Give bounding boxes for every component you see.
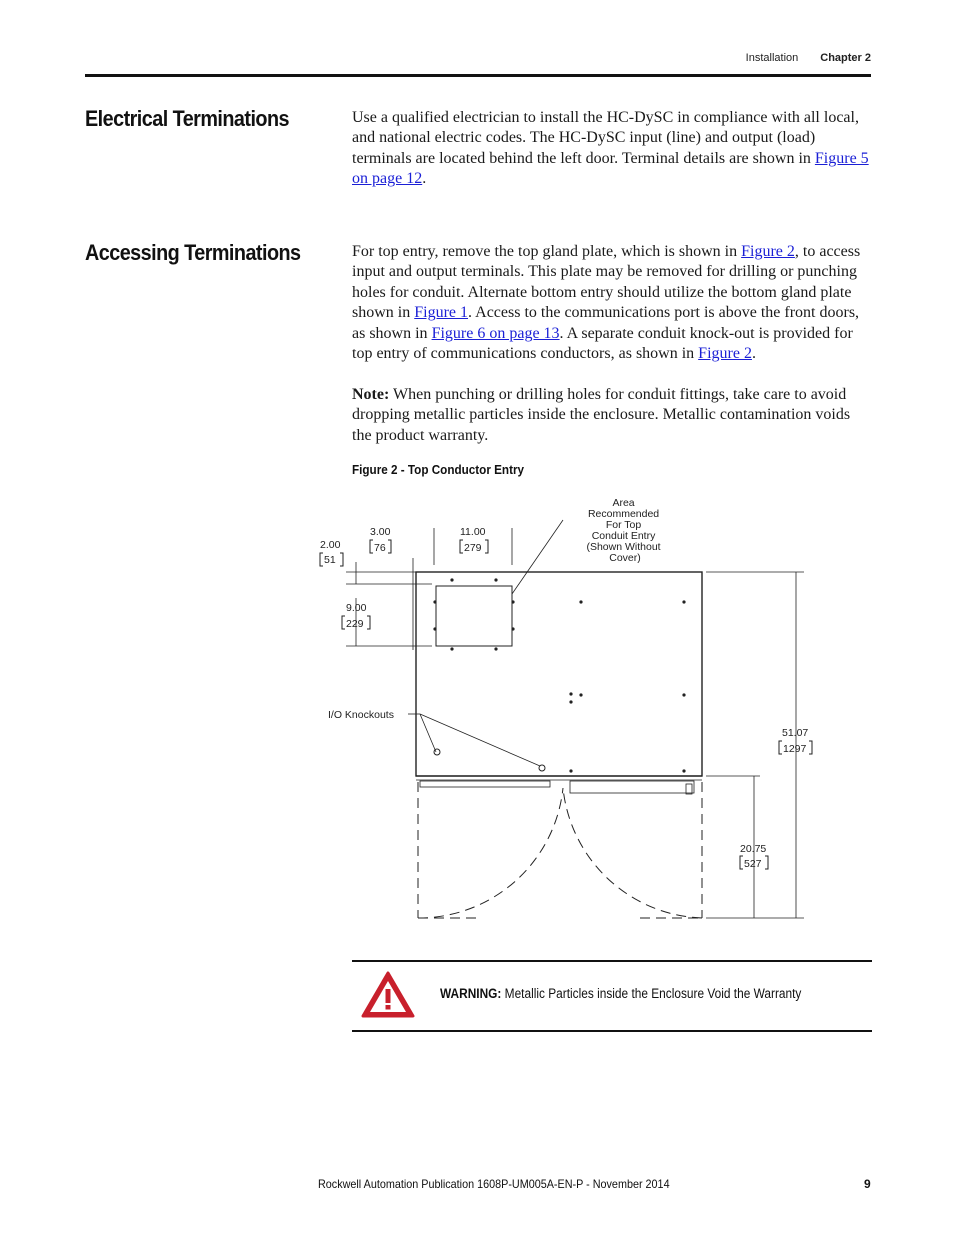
dim-20-75: 20.75 [740,843,767,855]
link-figure2-a[interactable]: Figure 2 [741,243,795,260]
dim-51-07: 51.07 [782,727,809,739]
area-line-4: Conduit Entry [591,530,656,542]
enclosure-outline [416,572,702,776]
link-figure2-b[interactable]: Figure 2 [698,345,752,363]
header-section: Installation [745,52,799,64]
dim-51: 51 [324,554,336,566]
warning-text [440,986,801,1001]
link-figure6[interactable]: Figure 6 on page 13 [431,324,560,342]
dim-2-00: 2.00 [320,539,341,551]
header-chapter: Chapter 2 [820,52,871,64]
accessing-text-d: . A separate conduit knock-out is provided for top entry of communications conductors, as shown in [352,324,853,363]
warning-label: WARNING: [440,986,502,1001]
dim-1297: 1297 [783,743,807,755]
dim-527: 527 [744,858,762,870]
dim-11-00: 11.00 [460,526,486,538]
warning-triangle-icon [360,970,416,1020]
area-line-1: Area [612,497,635,509]
warning-message: Metallic Particles inside the Enclosure Void the Warranty [501,986,802,1001]
area-callout [586,497,663,564]
note-text: When punching or drilling holes for conduit fittings, take care to avoid dropping metallic particles inside the enclosure. Metallic contamination voids the product warranty. [352,386,851,444]
area-line-2: Recommended [587,508,660,520]
electrical-text-end: . [422,170,427,188]
electrical-text: Use a qualified electrician to install the HC-DySC in compliance with all local, and national electric codes. The HC-DySC input (line) and output (load) terminals are located behind the left door. Terminal details are shown in [352,109,859,167]
accessing-text-b: , to access input and output terminals. This plate may be removed for drilling or punching holes for conduit. Alternate bottom entry should utilize the bottom gland plate shown in [352,243,861,322]
heading-electrical-terminations: Electrical Terminations [85,106,289,131]
io-knockouts-label: I/O Knockouts [328,709,394,721]
accessing-text-a: For top entry, remove the top gland plate, which is shown in [352,243,742,260]
footer-publication: Rockwell Automation Publication 1608P-UM005A-EN-P - November 2014 [318,1177,670,1191]
link-figure5[interactable]: Figure 5 on page 12 [352,149,869,188]
dim-3-00: 3.00 [370,526,391,538]
figure-caption: Figure 2 - Top Conductor Entry [352,462,525,477]
area-line-5: (Shown Without [586,541,661,553]
heading-accessing-terminations: Accessing Terminations [85,240,301,265]
dim-76: 76 [374,542,386,554]
accessing-text-c: . Access to the communications port is above the front doors, as shown in [352,304,860,342]
gland-plate [436,586,512,646]
note-label: Note: [352,386,390,403]
io-knockout-left [434,749,440,755]
io-knockout-center [539,765,545,771]
dim-279: 279 [464,542,482,554]
accessing-text-e: . [751,345,756,363]
left-door-swing [418,788,563,918]
footer-page-number: 9 [864,1177,871,1191]
warning-box [352,960,872,1032]
right-door-swing [563,788,702,918]
dim-9-00: 9.00 [346,602,367,614]
link-figure1[interactable]: Figure 1 [414,304,469,322]
area-line-3: For Top [605,519,642,531]
area-line-6: Cover) [609,552,641,564]
dim-229: 229 [346,618,364,630]
